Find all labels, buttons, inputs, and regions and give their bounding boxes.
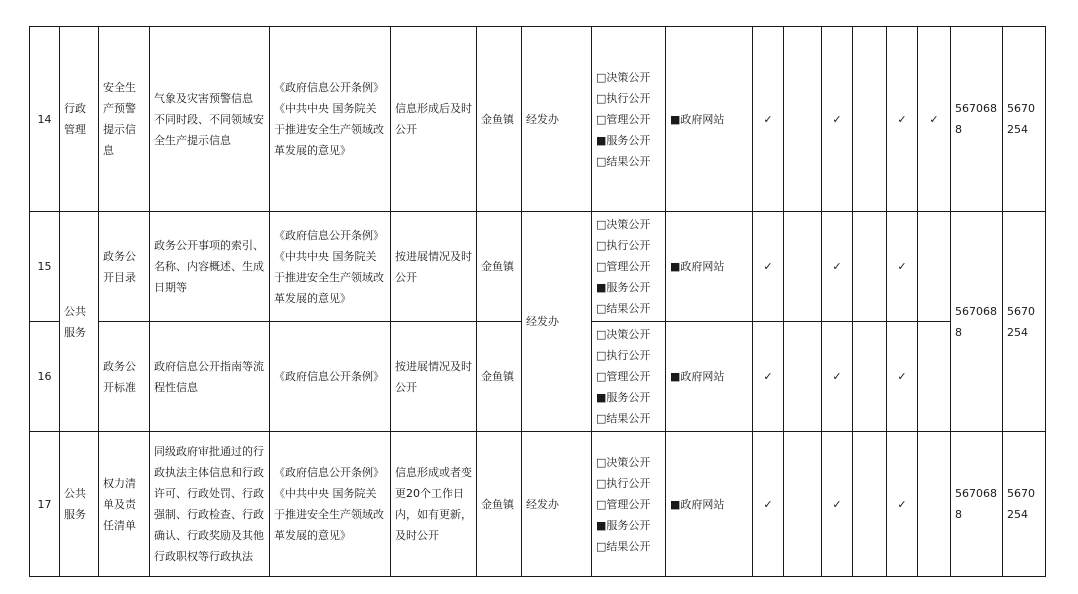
category-cell: 公共服务: [60, 432, 99, 577]
content-cell: 气象及灾害预警信息 不同时段、不同领域安全生产提示信息: [150, 27, 270, 212]
check-mark: ✓: [822, 322, 853, 432]
check-mark: [784, 432, 822, 577]
row-number: 15: [30, 212, 60, 322]
subject-cell: 金鱼镇: [477, 432, 522, 577]
option-management: □管理公开: [596, 370, 651, 383]
check-mark: ✓: [753, 322, 784, 432]
phone-cell: 5670688: [951, 432, 1003, 577]
check-mark: ✓: [822, 27, 853, 212]
option-result: □结果公开: [596, 412, 651, 425]
check-mark: ✓: [753, 432, 784, 577]
subject-cell: 金鱼镇: [477, 212, 522, 322]
option-service: ■服务公开: [596, 133, 651, 147]
phone-cell: 5670254: [1003, 212, 1046, 432]
basis-cell: 《政府信息公开条例》《中共中央 国务院关于推进安全生产领域改革发展的意见》: [270, 212, 391, 322]
disclosure-table: [29, 26, 1046, 577]
item-cell: 政务公开标准: [99, 322, 150, 432]
channel-cell: ■政府网站: [666, 432, 753, 577]
basis-cell: 《政府信息公开条例》: [270, 322, 391, 432]
content-cell: 政府信息公开指南等流程性信息: [150, 322, 270, 432]
table-row: [30, 212, 1046, 322]
phone-cell: 5670254: [1003, 27, 1046, 212]
timing-cell: 按进展情况及时公开: [391, 212, 477, 322]
check-mark: [853, 322, 887, 432]
option-management: □管理公开: [596, 260, 651, 273]
table-row: [30, 432, 1046, 577]
item-cell: 安全生产预警提示信息: [99, 27, 150, 212]
timing-cell: 信息形成或者变更20个工作日内，如有更新，及时公开: [391, 432, 477, 577]
timing-cell: 信息形成后及时公开: [391, 27, 477, 212]
option-execution: □执行公开: [596, 239, 651, 252]
disclosure-options: [592, 27, 666, 212]
check-mark: ✓: [753, 27, 784, 212]
check-mark: [853, 27, 887, 212]
subject-cell: 金鱼镇: [477, 27, 522, 212]
phone-cell: 5670254: [1003, 432, 1046, 577]
check-mark: ✓: [822, 212, 853, 322]
item-cell: 权力清单及责任清单: [99, 432, 150, 577]
content-cell: 政务公开事项的索引、名称、内容概述、生成日期等: [150, 212, 270, 322]
option-decision: □决策公开: [596, 218, 651, 231]
basis-cell: 《政府信息公开条例》《中共中央 国务院关于推进安全生产领域改革发展的意见》: [270, 27, 391, 212]
disclosure-options: [592, 212, 666, 322]
option-decision: □决策公开: [596, 70, 651, 84]
row-number: 14: [30, 27, 60, 212]
option-decision: □决策公开: [596, 455, 651, 469]
option-execution: □执行公开: [596, 349, 651, 362]
check-mark: [853, 212, 887, 322]
row-number: 17: [30, 432, 60, 577]
content-cell: 同级政府审批通过的行政执法主体信息和行政许可、行政处罚、行政强制、行政检查、行政确认、行政奖励及其他行政职权等行政执法: [150, 432, 270, 577]
table-row: [30, 27, 1046, 212]
department-cell: 经发办: [522, 212, 592, 432]
option-management: □管理公开: [596, 112, 651, 126]
check-mark: [853, 432, 887, 577]
check-mark: ✓: [822, 432, 853, 577]
category-cell: 公共服务: [60, 212, 99, 432]
check-mark: ✓: [887, 27, 918, 212]
option-decision: □决策公开: [596, 328, 651, 341]
check-mark: ✓: [918, 27, 951, 212]
check-mark: [918, 322, 951, 432]
option-service: ■服务公开: [596, 391, 651, 404]
check-mark: [918, 212, 951, 322]
timing-cell: 按进展情况及时公开: [391, 322, 477, 432]
phone-cell: 5670688: [951, 212, 1003, 432]
option-service: ■服务公开: [596, 281, 651, 294]
row-number: 16: [30, 322, 60, 432]
department-cell: 经发办: [522, 27, 592, 212]
option-execution: □执行公开: [596, 476, 651, 490]
channel-cell: ■政府网站: [666, 212, 753, 322]
category-cell: 行政管理: [60, 27, 99, 212]
phone-cell: 5670688: [951, 27, 1003, 212]
check-mark: [918, 432, 951, 577]
disclosure-options: [592, 432, 666, 577]
channel-cell: ■政府网站: [666, 27, 753, 212]
item-cell: 政务公开目录: [99, 212, 150, 322]
option-service: ■服务公开: [596, 518, 651, 532]
basis-cell: 《政府信息公开条例》《中共中央 国务院关于推进安全生产领域改革发展的意见》: [270, 432, 391, 577]
department-cell: 经发办: [522, 432, 592, 577]
option-execution: □执行公开: [596, 91, 651, 105]
option-management: □管理公开: [596, 497, 651, 511]
check-mark: [784, 27, 822, 212]
check-mark: ✓: [887, 432, 918, 577]
option-result: □结果公开: [596, 539, 651, 553]
option-result: □结果公开: [596, 154, 651, 168]
option-result: □结果公开: [596, 302, 651, 315]
disclosure-options: [592, 322, 666, 432]
check-mark: [784, 322, 822, 432]
check-mark: ✓: [753, 212, 784, 322]
check-mark: ✓: [887, 322, 918, 432]
channel-cell: ■政府网站: [666, 322, 753, 432]
check-mark: [784, 212, 822, 322]
subject-cell: 金鱼镇: [477, 322, 522, 432]
check-mark: ✓: [887, 212, 918, 322]
